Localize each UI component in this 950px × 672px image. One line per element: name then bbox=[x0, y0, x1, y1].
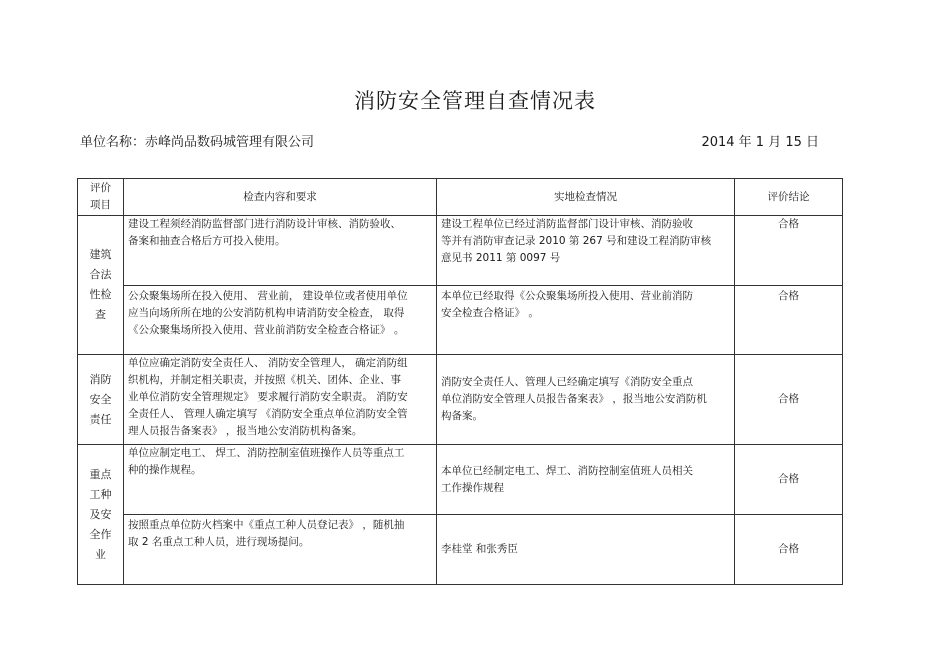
category-building-legality: 建筑 合法 性检 查 bbox=[78, 216, 124, 355]
result-cell: 合格 bbox=[735, 515, 843, 585]
header-conclusion: 评价结论 bbox=[735, 179, 843, 216]
report-date: 2014 年 1 月 15 日 bbox=[701, 135, 819, 150]
table-row bbox=[78, 515, 843, 585]
inspection-cell: 建设工程单位已经过消防监督部门设计审核、消防验收 等并有消防审查记录 2010 第 267 号和建设工程消防审核 意见书 2011 第 0097 号 bbox=[437, 216, 735, 286]
inspection-cell: 本单位已经取得《公众聚集场所投入使用、营业前消防 安全检查合格证》 。 bbox=[437, 286, 735, 355]
unit-name: 单位名称：赤峰尚品数码城管理有限公司 bbox=[80, 135, 315, 150]
header-inspection: 实地检查情况 bbox=[437, 179, 735, 216]
content-cell: 单位应确定消防安全责任人、 消防安全管理人， 确定消防组 织机构，并制定相关职责，并按照《机关、团体、企业、事 业单位消防安全管理规定》 要求履行消防安全职责。 消防安 全责任人、 管理人确定填写 《消防安全重点单位消防安全管 理人员报告备案表》 ，报当地公安消防机构备案。 bbox=[124, 355, 437, 445]
table-row bbox=[78, 445, 843, 515]
table-row bbox=[78, 355, 843, 445]
table-header-row bbox=[78, 179, 843, 216]
result-cell: 合格 bbox=[735, 216, 843, 286]
result-cell: 合格 bbox=[735, 286, 843, 355]
content-cell: 公众聚集场所在投入使用、 营业前， 建设单位或者使用单位 应当向场所所在地的公安消防机构申请消防安全检查， 取得 《公众聚集场所投入使用、营业前消防安全检查合格证》 。 bbox=[124, 286, 437, 355]
table-row bbox=[78, 216, 843, 286]
inspection-cell: 李桂堂 和张秀臣 bbox=[437, 515, 735, 585]
result-cell: 合格 bbox=[735, 445, 843, 515]
content-cell: 建设工程须经消防监督部门进行消防设计审核、消防验收、 备案和抽查合格后方可投入使用。 bbox=[124, 216, 437, 286]
content-cell: 单位应制定电工、 焊工、消防控制室值班操作人员等重点工 种的操作规程。 bbox=[124, 445, 437, 515]
inspection-table bbox=[77, 178, 843, 585]
header-item: 评价 项目 bbox=[78, 179, 124, 216]
content-cell: 按照重点单位防火档案中《重点工种人员登记表》 ，随机抽 取 2 名重点工种人员，进行现场提问。 bbox=[124, 515, 437, 585]
inspection-cell: 本单位已经制定电工、焊工、消防控制室值班人员相关 工作操作规程 bbox=[437, 445, 735, 515]
category-key-work-safety: 重点 工种 及安 全作 业 bbox=[78, 445, 124, 585]
inspection-cell: 消防安全责任人、管理人已经确定填写《消防安全重点 单位消防安全管理人员报告备案表》 ，报当地公安消防机 构备案。 bbox=[437, 355, 735, 445]
table-row bbox=[78, 286, 843, 355]
category-fire-safety-responsibility: 消防 安全 责任 bbox=[78, 355, 124, 445]
page-title: 消防安全管理自查情况表 bbox=[354, 89, 596, 113]
result-cell: 合格 bbox=[735, 355, 843, 445]
header-content: 检查内容和要求 bbox=[124, 179, 437, 216]
